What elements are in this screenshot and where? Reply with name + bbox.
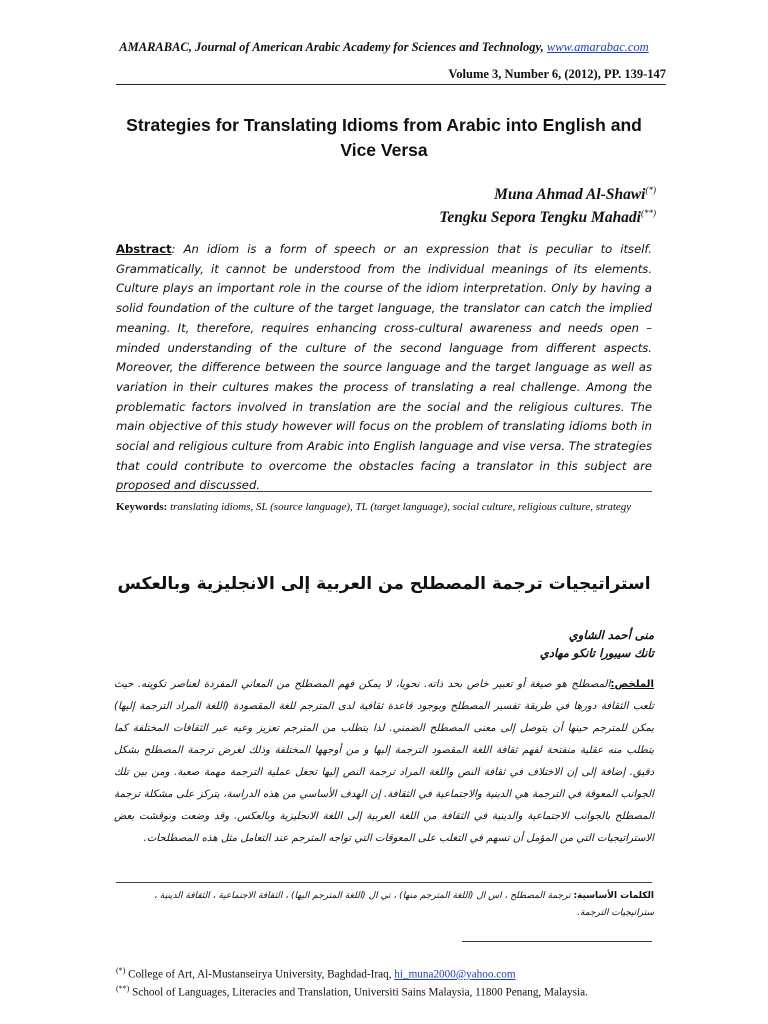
arabic-abstract-text: المصطلح هو صيغة أو تعبير خاص بحد ذاته. نحويا، لا يمكن فهم المصطلح من المعاني المفردة لعناصر تكوينه. حيث تلعب الثقافة دورها في طريقة تفسير المصطلح وبوجود قاعدة ثقافية لدى المترجم للغة المقصودة (اللغة المراد الترجمة إليها) يمكن للمترجم حينها أن يتوصل إلى معنى المصطلح الضمني. لذا يتطلب من المترجم تعزيز وعيه عبر الثقافات المختلفة كما يتطلب منه عقلية منفتحة لفهم ثقافة اللغة المقصود الترجمة إليها و من أوجهها المختلفة وذلك لغرض ترجمة المصطلح بشكل دقيق. إضافة إلى إن الاختلاف في ثقافة النص واللغة المراد ترجمة النص إليها تجعل عملية الترجمة مهمة صعبة. ومن بين تلك الجوانب المعوقة في الترجمة هي الدينية والاجتماعية في الثقافة. إن الهدف الأساسي من هذه الدراسة، يتركز على مشكلة ترجمة المصطلح بالجوانب الاجتماعية والدينية في الثقافة من اللغة العربية إلى اللغة الانجليزية وبالعكس. وقد وضعت ونوقشت بعض الاستراتيجيات التي من المؤمل أن تسهم في التغلب على المعوقات التي تواجه المترجم عند التعامل مثل هذه المصطلحات. [114,679,654,844]
arabic-author-1: منى أحمد الشاوي [568,628,654,642]
keywords-text: translating idioms, SL (source language), TL (target language), social culture, religious culture, strategy [170,501,632,513]
author-1 [439,181,656,204]
footnote-1 [116,964,652,982]
author-list [439,181,656,227]
volume-info: Volume 3, Number 6, (2012), PP. 139-147 [448,67,666,81]
paper-title-line-1: Strategies for Translating Idioms from Arabic into English and [126,115,642,135]
author-1-name: Muna Ahmad Al-Shawi [494,186,646,204]
arabic-abstract-paragraph [114,674,654,850]
footnote-divider [462,941,652,942]
paper-title [100,113,668,163]
author-2 [439,204,656,227]
abstract-label: Abstract [116,242,172,256]
footnote-2 [116,982,652,1000]
journal-name: AMARABAC, Journal of American Arabic Academy for Sciences and Technology, [119,40,544,54]
keywords-label: Keywords: [116,501,168,513]
arabic-title: استراتيجيات ترجمة المصطلح من العربية إلى الانجليزية وبالعكس [117,574,651,594]
author-2-mark: (**) [641,208,656,219]
footnotes [116,964,652,999]
arabic-author-2: تانك سيبورا تانكو مهادي [539,646,654,660]
journal-url-link[interactable]: www.amarabac.com [546,40,649,54]
footnote-2-text: School of Languages, Literacies and Translation, Universiti Sains Malaysia, 11800 Penang, Malaysia. [132,986,588,999]
author-2-name: Tengku Sepora Tengku Mahadi [439,209,641,227]
keywords-block [116,500,652,514]
author-email-link[interactable]: hi_muna2000@yahoo.com [394,968,516,981]
arabic-abstract-divider [116,882,652,883]
journal-header [0,40,768,55]
arabic-keywords-block [114,888,654,922]
paper-title-line-2: Vice Versa [340,140,428,160]
arabic-author-list [0,626,768,662]
author-1-mark: (*) [645,185,656,195]
arabic-abstract-label: الملخص: [610,679,654,690]
abstract-divider [116,491,652,492]
arabic-keywords-label: الكلمات الأساسية: [573,891,654,901]
abstract-paragraph [116,240,652,496]
header-divider [116,84,666,85]
footnote-1-mark: (*) [116,966,126,975]
arabic-keywords-text: ترجمة المصطلح ، اس ال (اللغة المترجم منها) ، تي ال (اللغة المترجم اليها) ، الثقافة الاجتماعية ، الثقافة الدينية ، ستراتيجيات الترجمة. [154,891,654,918]
footnote-2-mark: (**) [116,983,130,993]
abstract-text: : An idiom is a form of speech or an expression that is peculiar to itself. Grammatically, it cannot be understood from the individual meanings of its elements. Culture plays an important role in the course of the idiom interpretation. Only by having a solid foundation of the culture of the target language, the translator can catch the implied meaning. It, therefore, requires enhancing cross-cultural awareness and needs open – minded understanding of the culture of the second language from different aspects. Moreover, the difference between the source language and the target language as well as variation in their cultures makes the process of translating a real challenge. Among the problematic factors involved in translation are the social and the religious cultures. The main objective of this study however will focus on the problem of translating idioms both in social and religious culture from Arabic into English language and vise versa. The strategies that could contribute to overcome the obstacles facing a translator in this subject are proposed and discussed. [116,242,652,493]
footnote-1-text: College of Art, Al-Mustanseirya University, Baghdad-Iraq, [128,968,392,981]
